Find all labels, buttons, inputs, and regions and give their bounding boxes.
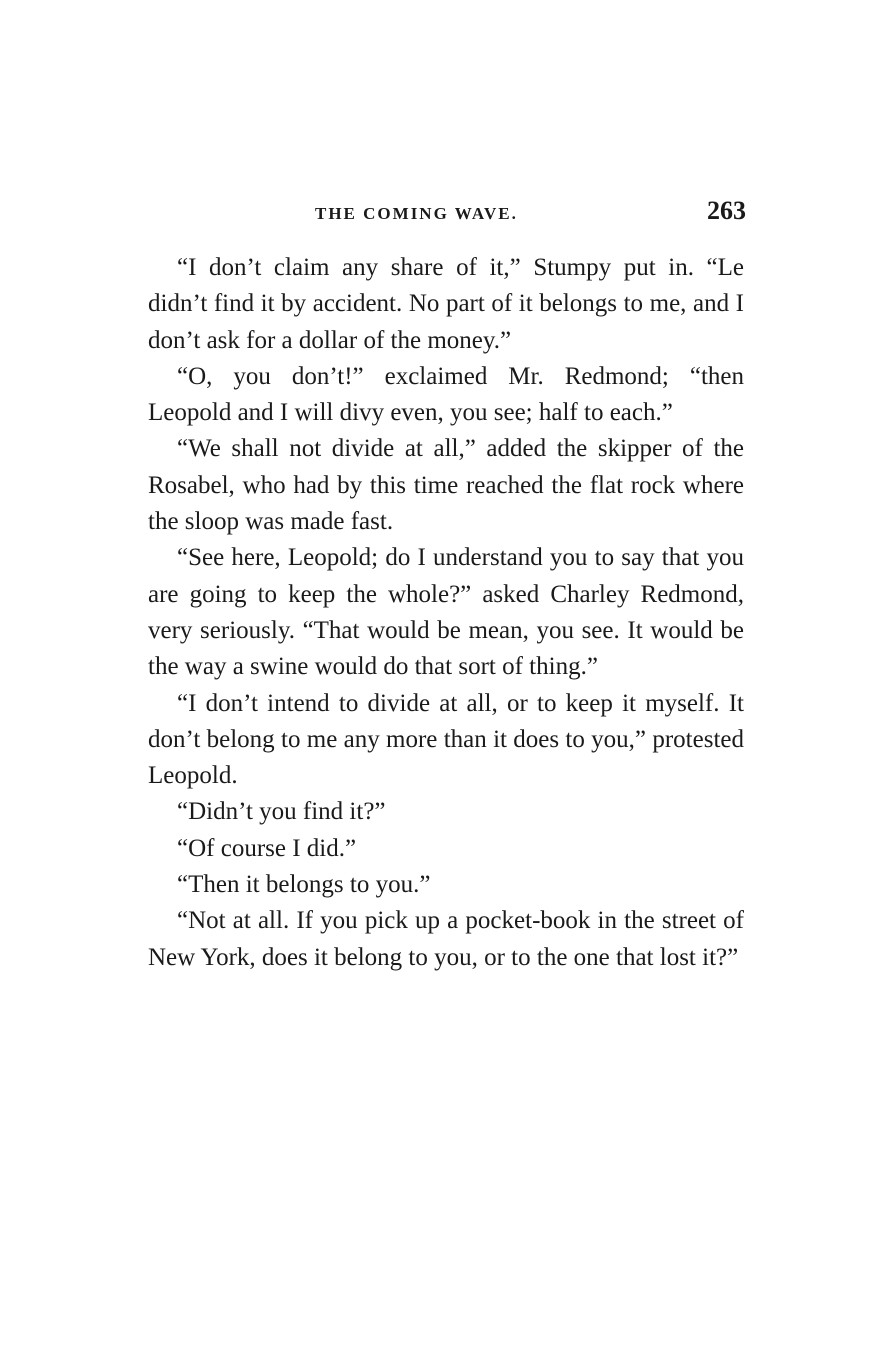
paragraph: “I don’t claim any share of it,” Stumpy put in. “Le didn’t find it by accident. No part of it belongs to me, and I don’t ask for a dollar of the money.” <box>148 254 744 354</box>
paragraph: “I don’t intend to divide at all, or to keep it myself. It don’t belong to me any more than it does to you,” protested Leopold. <box>148 689 744 790</box>
paragraph: “Then it belongs to you.” <box>177 871 431 899</box>
paragraph: “We shall not divide at all,” added the skipper of the Rosabel, who had by this time reached the flat rock where the sloop was made fast. <box>148 435 744 536</box>
running-head-title: THE COMING WAVE. <box>315 204 518 223</box>
paragraph: “O, you don’t!” exclaimed Mr. Redmond; “then Leopold and I will divy even, you see; half to each.” <box>148 362 744 427</box>
paragraph: “Not at all. If you pick up a pocket-book in the street of New York, does it belong to you, or to the one that lost it?” <box>148 907 744 971</box>
paragraph: “See here, Leopold; do I understand you to say that you are going to keep the whole?” asked Charley Redmond, very seriously. “That would be mean, you see. It would be the way a swine would do that sort of thing.” <box>148 544 744 681</box>
paragraph: “Of course I did.” <box>177 834 357 862</box>
page-number: 263 <box>707 196 746 225</box>
running-head <box>148 196 746 232</box>
paragraph: “Didn’t you find it?” <box>177 798 386 826</box>
body-text <box>148 250 744 976</box>
